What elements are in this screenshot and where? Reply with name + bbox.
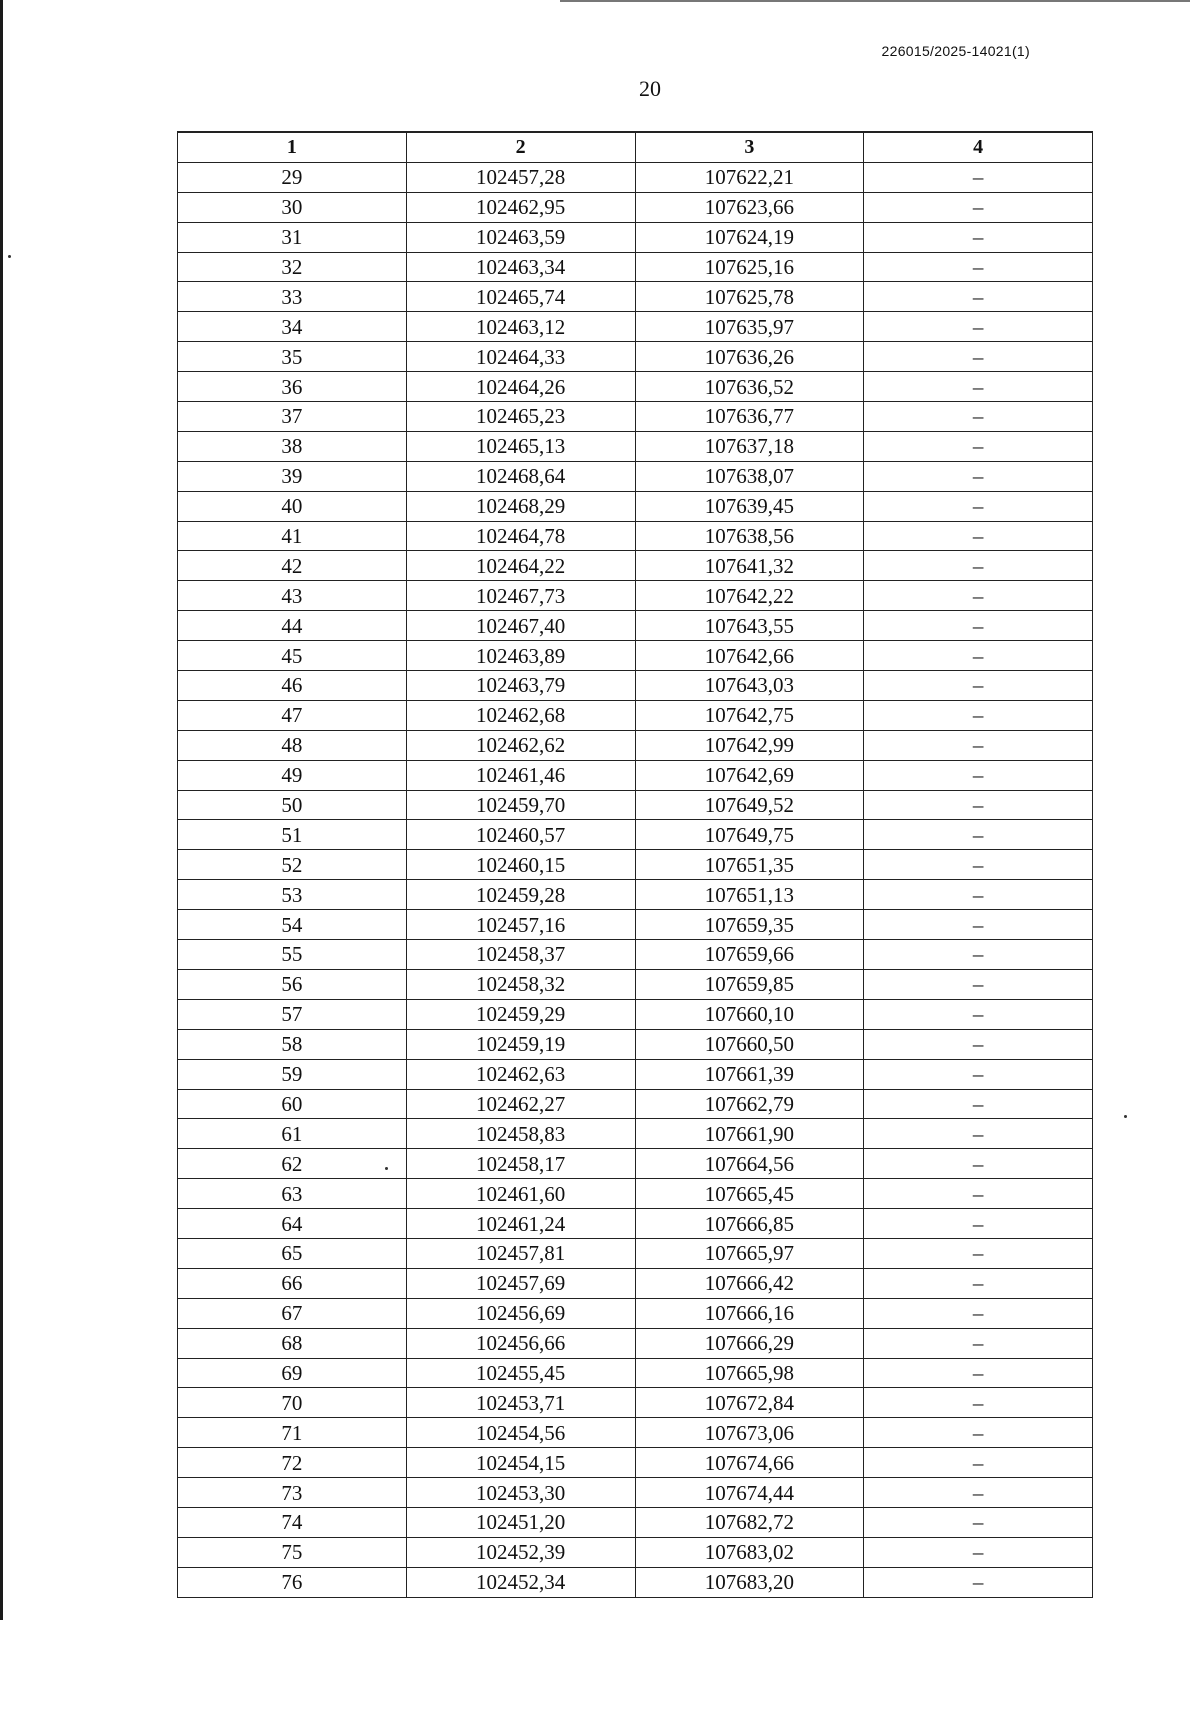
table-cell-col-2: 102458,32 xyxy=(406,969,635,999)
table-row xyxy=(178,1268,1093,1298)
table-cell-col-3: 107682,72 xyxy=(635,1507,864,1537)
table-cell-col-1: 43 xyxy=(178,581,407,611)
table-cell-col-4: – xyxy=(864,1537,1093,1567)
table-cell-col-4: – xyxy=(864,1029,1093,1059)
table-cell-col-2: 102468,64 xyxy=(406,461,635,491)
table-cell-col-3: 107649,75 xyxy=(635,820,864,850)
table-cell-col-1: 47 xyxy=(178,700,407,730)
table-cell-col-3: 107635,97 xyxy=(635,312,864,342)
table-cell-col-1: 69 xyxy=(178,1358,407,1388)
table-cell-col-3: 107649,52 xyxy=(635,790,864,820)
table-cell-col-2: 102462,95 xyxy=(406,192,635,222)
table-cell-col-3: 107666,42 xyxy=(635,1268,864,1298)
table-cell-col-2: 102459,19 xyxy=(406,1029,635,1059)
table-cell-col-3: 107636,26 xyxy=(635,342,864,372)
table-cell-col-3: 107672,84 xyxy=(635,1388,864,1418)
table-cell-col-2: 102465,13 xyxy=(406,431,635,461)
table-row xyxy=(178,402,1093,432)
table-cell-col-3: 107642,69 xyxy=(635,760,864,790)
table-cell-col-3: 107638,07 xyxy=(635,461,864,491)
table-cell-col-2: 102464,78 xyxy=(406,521,635,551)
table-row xyxy=(178,790,1093,820)
table-row xyxy=(178,1089,1093,1119)
table-row xyxy=(178,730,1093,760)
table-cell-col-2: 102462,27 xyxy=(406,1089,635,1119)
table-cell-col-2: 102458,37 xyxy=(406,940,635,970)
table-cell-col-4: – xyxy=(864,372,1093,402)
table-cell-col-3: 107661,90 xyxy=(635,1119,864,1149)
table-cell-col-1: 66 xyxy=(178,1268,407,1298)
table-cell-col-3: 107625,16 xyxy=(635,252,864,282)
table-cell-col-4: – xyxy=(864,1358,1093,1388)
table-row xyxy=(178,1328,1093,1358)
table-cell-col-1: 46 xyxy=(178,671,407,701)
table-row xyxy=(178,969,1093,999)
table-cell-col-2: 102464,33 xyxy=(406,342,635,372)
table-cell-col-1: 31 xyxy=(178,222,407,252)
table-cell-col-2: 102467,73 xyxy=(406,581,635,611)
table-cell-col-4: – xyxy=(864,402,1093,432)
table-row xyxy=(178,222,1093,252)
table-row xyxy=(178,312,1093,342)
table-cell-col-1: 48 xyxy=(178,730,407,760)
table-cell-col-3: 107661,39 xyxy=(635,1059,864,1089)
table-cell-col-3: 107641,32 xyxy=(635,551,864,581)
table-cell-col-3: 107666,29 xyxy=(635,1328,864,1358)
table-cell-col-2: 102457,28 xyxy=(406,162,635,192)
table-row xyxy=(178,671,1093,701)
table-cell-col-1: 72 xyxy=(178,1448,407,1478)
table-cell-col-2: 102460,15 xyxy=(406,850,635,880)
table-cell-col-2: 102463,89 xyxy=(406,641,635,671)
table-cell-col-2: 102468,29 xyxy=(406,491,635,521)
table-cell-col-3: 107642,22 xyxy=(635,581,864,611)
table-cell-col-3: 107662,79 xyxy=(635,1089,864,1119)
table-cell-col-4: – xyxy=(864,700,1093,730)
table-cell-col-2: 102457,81 xyxy=(406,1238,635,1268)
table-cell-col-3: 107637,18 xyxy=(635,431,864,461)
table-row xyxy=(178,252,1093,282)
table-cell-col-4: – xyxy=(864,1209,1093,1239)
table-cell-col-4: – xyxy=(864,880,1093,910)
table-row xyxy=(178,1119,1093,1149)
table-cell-col-2: 102455,45 xyxy=(406,1358,635,1388)
column-header-4: 4 xyxy=(864,132,1093,162)
table-cell-col-2: 102458,83 xyxy=(406,1119,635,1149)
table-cell-col-1: 37 xyxy=(178,402,407,432)
table-cell-col-2: 102456,66 xyxy=(406,1328,635,1358)
table-cell-col-1: 41 xyxy=(178,521,407,551)
table-cell-col-2: 102458,17 xyxy=(406,1149,635,1179)
table-cell-col-3: 107665,98 xyxy=(635,1358,864,1388)
table-cell-col-1: 63 xyxy=(178,1179,407,1209)
table-cell-col-3: 107638,56 xyxy=(635,521,864,551)
table-cell-col-3: 107673,06 xyxy=(635,1418,864,1448)
table-cell-col-4: – xyxy=(864,671,1093,701)
table-cell-col-3: 107660,50 xyxy=(635,1029,864,1059)
table-cell-col-4: – xyxy=(864,162,1093,192)
table-cell-col-1: 29 xyxy=(178,162,407,192)
table-cell-col-3: 107664,56 xyxy=(635,1149,864,1179)
table-cell-col-4: – xyxy=(864,1418,1093,1448)
table-row xyxy=(178,491,1093,521)
table-cell-col-1: 68 xyxy=(178,1328,407,1358)
table-row xyxy=(178,1448,1093,1478)
table-cell-col-3: 107665,97 xyxy=(635,1238,864,1268)
table-cell-col-1: 44 xyxy=(178,611,407,641)
table-cell-col-1: 67 xyxy=(178,1298,407,1328)
table-row xyxy=(178,700,1093,730)
table-cell-col-1: 34 xyxy=(178,312,407,342)
page-number: 20 xyxy=(639,76,661,101)
table-cell-col-3: 107624,19 xyxy=(635,222,864,252)
table-cell-col-1: 32 xyxy=(178,252,407,282)
table-cell-col-4: – xyxy=(864,611,1093,641)
table-row xyxy=(178,162,1093,192)
table-row xyxy=(178,1179,1093,1209)
table-cell-col-4: – xyxy=(864,999,1093,1029)
table-cell-col-4: – xyxy=(864,342,1093,372)
coordinates-table xyxy=(177,131,1093,1598)
table-row xyxy=(178,461,1093,491)
table-cell-col-1: 50 xyxy=(178,790,407,820)
table-cell-col-2: 102462,63 xyxy=(406,1059,635,1089)
table-cell-col-3: 107674,44 xyxy=(635,1478,864,1508)
table-cell-col-2: 102463,79 xyxy=(406,671,635,701)
table-cell-col-2: 102461,60 xyxy=(406,1179,635,1209)
table-cell-col-2: 102459,29 xyxy=(406,999,635,1029)
table-cell-col-4: – xyxy=(864,1059,1093,1089)
table-cell-col-2: 102467,40 xyxy=(406,611,635,641)
table-cell-col-1: 60 xyxy=(178,1089,407,1119)
table-cell-col-1: 73 xyxy=(178,1478,407,1508)
table-row xyxy=(178,1059,1093,1089)
table-cell-col-4: – xyxy=(864,1238,1093,1268)
table-cell-col-4: – xyxy=(864,1149,1093,1179)
table-cell-col-1: 35 xyxy=(178,342,407,372)
table-cell-col-4: – xyxy=(864,252,1093,282)
table-cell-col-2: 102456,69 xyxy=(406,1298,635,1328)
table-cell-col-1: 33 xyxy=(178,282,407,312)
table-row xyxy=(178,372,1093,402)
table-cell-col-4: – xyxy=(864,820,1093,850)
scan-speck xyxy=(1124,1115,1127,1118)
table-cell-col-3: 107665,45 xyxy=(635,1179,864,1209)
table-cell-col-2: 102460,57 xyxy=(406,820,635,850)
table-cell-col-1: 61 xyxy=(178,1119,407,1149)
table-cell-col-4: – xyxy=(864,790,1093,820)
table-cell-col-3: 107659,66 xyxy=(635,940,864,970)
table-row xyxy=(178,880,1093,910)
table-cell-col-4: – xyxy=(864,1119,1093,1149)
table-cell-col-3: 107639,45 xyxy=(635,491,864,521)
table-cell-col-3: 107623,66 xyxy=(635,192,864,222)
table-cell-col-1: 62 xyxy=(178,1149,407,1179)
table-row xyxy=(178,1478,1093,1508)
table-cell-col-1: 51 xyxy=(178,820,407,850)
table-cell-col-1: 42 xyxy=(178,551,407,581)
table-cell-col-3: 107683,20 xyxy=(635,1567,864,1597)
table-row xyxy=(178,1507,1093,1537)
table-cell-col-4: – xyxy=(864,461,1093,491)
document-reference: 226015/2025-14021(1) xyxy=(881,43,1030,59)
table-cell-col-1: 74 xyxy=(178,1507,407,1537)
table-cell-col-1: 40 xyxy=(178,491,407,521)
table-cell-col-1: 39 xyxy=(178,461,407,491)
table-cell-col-4: – xyxy=(864,551,1093,581)
column-header-1: 1 xyxy=(178,132,407,162)
table-row xyxy=(178,431,1093,461)
table-cell-col-3: 107651,13 xyxy=(635,880,864,910)
table-row xyxy=(178,1567,1093,1597)
table-cell-col-2: 102453,30 xyxy=(406,1478,635,1508)
table-cell-col-2: 102465,23 xyxy=(406,402,635,432)
table-row xyxy=(178,1418,1093,1448)
table-cell-col-2: 102464,26 xyxy=(406,372,635,402)
table-cell-col-2: 102462,68 xyxy=(406,700,635,730)
table-row xyxy=(178,551,1093,581)
table-row xyxy=(178,1238,1093,1268)
table-cell-col-1: 64 xyxy=(178,1209,407,1239)
table-cell-col-1: 70 xyxy=(178,1388,407,1418)
table-cell-col-2: 102457,16 xyxy=(406,910,635,940)
table-cell-col-2: 102454,56 xyxy=(406,1418,635,1448)
table-cell-col-4: – xyxy=(864,940,1093,970)
table-cell-col-2: 102452,39 xyxy=(406,1537,635,1567)
table-cell-col-2: 102451,20 xyxy=(406,1507,635,1537)
table-cell-col-3: 107659,35 xyxy=(635,910,864,940)
table-cell-col-1: 65 xyxy=(178,1238,407,1268)
table-cell-col-4: – xyxy=(864,1567,1093,1597)
table-cell-col-4: – xyxy=(864,581,1093,611)
table-body xyxy=(178,162,1093,1597)
table-cell-col-2: 102461,24 xyxy=(406,1209,635,1239)
table-cell-col-1: 49 xyxy=(178,760,407,790)
table-cell-col-1: 52 xyxy=(178,850,407,880)
table-row xyxy=(178,282,1093,312)
table-cell-col-2: 102463,12 xyxy=(406,312,635,342)
table-cell-col-3: 107683,02 xyxy=(635,1537,864,1567)
table-cell-col-4: – xyxy=(864,1298,1093,1328)
table-cell-col-2: 102457,69 xyxy=(406,1268,635,1298)
table-row xyxy=(178,342,1093,372)
table-row xyxy=(178,611,1093,641)
table-cell-col-3: 107651,35 xyxy=(635,850,864,880)
table-cell-col-4: – xyxy=(864,521,1093,551)
table-row xyxy=(178,820,1093,850)
table-cell-col-3: 107666,85 xyxy=(635,1209,864,1239)
table-cell-col-4: – xyxy=(864,1478,1093,1508)
table-cell-col-2: 102453,71 xyxy=(406,1388,635,1418)
table-row xyxy=(178,1358,1093,1388)
table-row xyxy=(178,581,1093,611)
table-cell-col-4: – xyxy=(864,730,1093,760)
table-cell-col-1: 59 xyxy=(178,1059,407,1089)
table-cell-col-3: 107642,99 xyxy=(635,730,864,760)
table-cell-col-3: 107660,10 xyxy=(635,999,864,1029)
table-cell-col-4: – xyxy=(864,1448,1093,1478)
table-cell-col-3: 107636,52 xyxy=(635,372,864,402)
table-cell-col-4: – xyxy=(864,760,1093,790)
table-row xyxy=(178,1209,1093,1239)
table-cell-col-1: 55 xyxy=(178,940,407,970)
table-cell-col-1: 76 xyxy=(178,1567,407,1597)
table-row xyxy=(178,760,1093,790)
table-cell-col-3: 107643,03 xyxy=(635,671,864,701)
table-cell-col-3: 107643,55 xyxy=(635,611,864,641)
table-cell-col-2: 102459,70 xyxy=(406,790,635,820)
table-cell-col-3: 107659,85 xyxy=(635,969,864,999)
table-cell-col-4: – xyxy=(864,222,1093,252)
table-cell-col-3: 107674,66 xyxy=(635,1448,864,1478)
column-header-3: 3 xyxy=(635,132,864,162)
table-cell-col-2: 102464,22 xyxy=(406,551,635,581)
table-row xyxy=(178,1537,1093,1567)
table-cell-col-1: 58 xyxy=(178,1029,407,1059)
table-cell-col-3: 107666,16 xyxy=(635,1298,864,1328)
column-header-2: 2 xyxy=(406,132,635,162)
table-cell-col-4: – xyxy=(864,1089,1093,1119)
table-cell-col-1: 38 xyxy=(178,431,407,461)
table-cell-col-4: – xyxy=(864,1268,1093,1298)
table-cell-col-1: 56 xyxy=(178,969,407,999)
table-cell-col-1: 45 xyxy=(178,641,407,671)
table-cell-col-4: – xyxy=(864,641,1093,671)
table-cell-col-4: – xyxy=(864,850,1093,880)
table-row xyxy=(178,999,1093,1029)
table-cell-col-1: 75 xyxy=(178,1537,407,1567)
table-row xyxy=(178,1388,1093,1418)
table-cell-col-2: 102463,34 xyxy=(406,252,635,282)
scan-speck xyxy=(8,255,11,258)
table-row xyxy=(178,641,1093,671)
scan-top-line xyxy=(560,0,1190,2)
table-cell-col-1: 53 xyxy=(178,880,407,910)
table-cell-col-2: 102461,46 xyxy=(406,760,635,790)
table-row xyxy=(178,521,1093,551)
table-cell-col-4: – xyxy=(864,1328,1093,1358)
table-cell-col-4: – xyxy=(864,192,1093,222)
scan-speck xyxy=(385,1167,388,1170)
table-header-row xyxy=(178,132,1093,162)
table-row xyxy=(178,940,1093,970)
table-cell-col-4: – xyxy=(864,491,1093,521)
table-cell-col-4: – xyxy=(864,312,1093,342)
table-row xyxy=(178,1149,1093,1179)
table-cell-col-1: 30 xyxy=(178,192,407,222)
table-cell-col-4: – xyxy=(864,1507,1093,1537)
table-cell-col-3: 107622,21 xyxy=(635,162,864,192)
table-cell-col-1: 36 xyxy=(178,372,407,402)
table-cell-col-4: – xyxy=(864,1179,1093,1209)
table-cell-col-4: – xyxy=(864,910,1093,940)
table-cell-col-1: 71 xyxy=(178,1418,407,1448)
table-cell-col-4: – xyxy=(864,969,1093,999)
table-cell-col-1: 54 xyxy=(178,910,407,940)
table-row xyxy=(178,192,1093,222)
table-cell-col-4: – xyxy=(864,282,1093,312)
table-cell-col-2: 102465,74 xyxy=(406,282,635,312)
table-cell-col-3: 107636,77 xyxy=(635,402,864,432)
table-row xyxy=(178,1298,1093,1328)
table-cell-col-3: 107642,75 xyxy=(635,700,864,730)
table-cell-col-2: 102459,28 xyxy=(406,880,635,910)
table-cell-col-1: 57 xyxy=(178,999,407,1029)
table-cell-col-2: 102462,62 xyxy=(406,730,635,760)
table-row xyxy=(178,850,1093,880)
table-cell-col-4: – xyxy=(864,431,1093,461)
table-cell-col-2: 102454,15 xyxy=(406,1448,635,1478)
table-row xyxy=(178,1029,1093,1059)
table-cell-col-3: 107642,66 xyxy=(635,641,864,671)
table-cell-col-2: 102452,34 xyxy=(406,1567,635,1597)
table-cell-col-2: 102463,59 xyxy=(406,222,635,252)
scan-left-edge xyxy=(0,0,3,1620)
table-cell-col-4: – xyxy=(864,1388,1093,1418)
table-row xyxy=(178,910,1093,940)
table-cell-col-3: 107625,78 xyxy=(635,282,864,312)
